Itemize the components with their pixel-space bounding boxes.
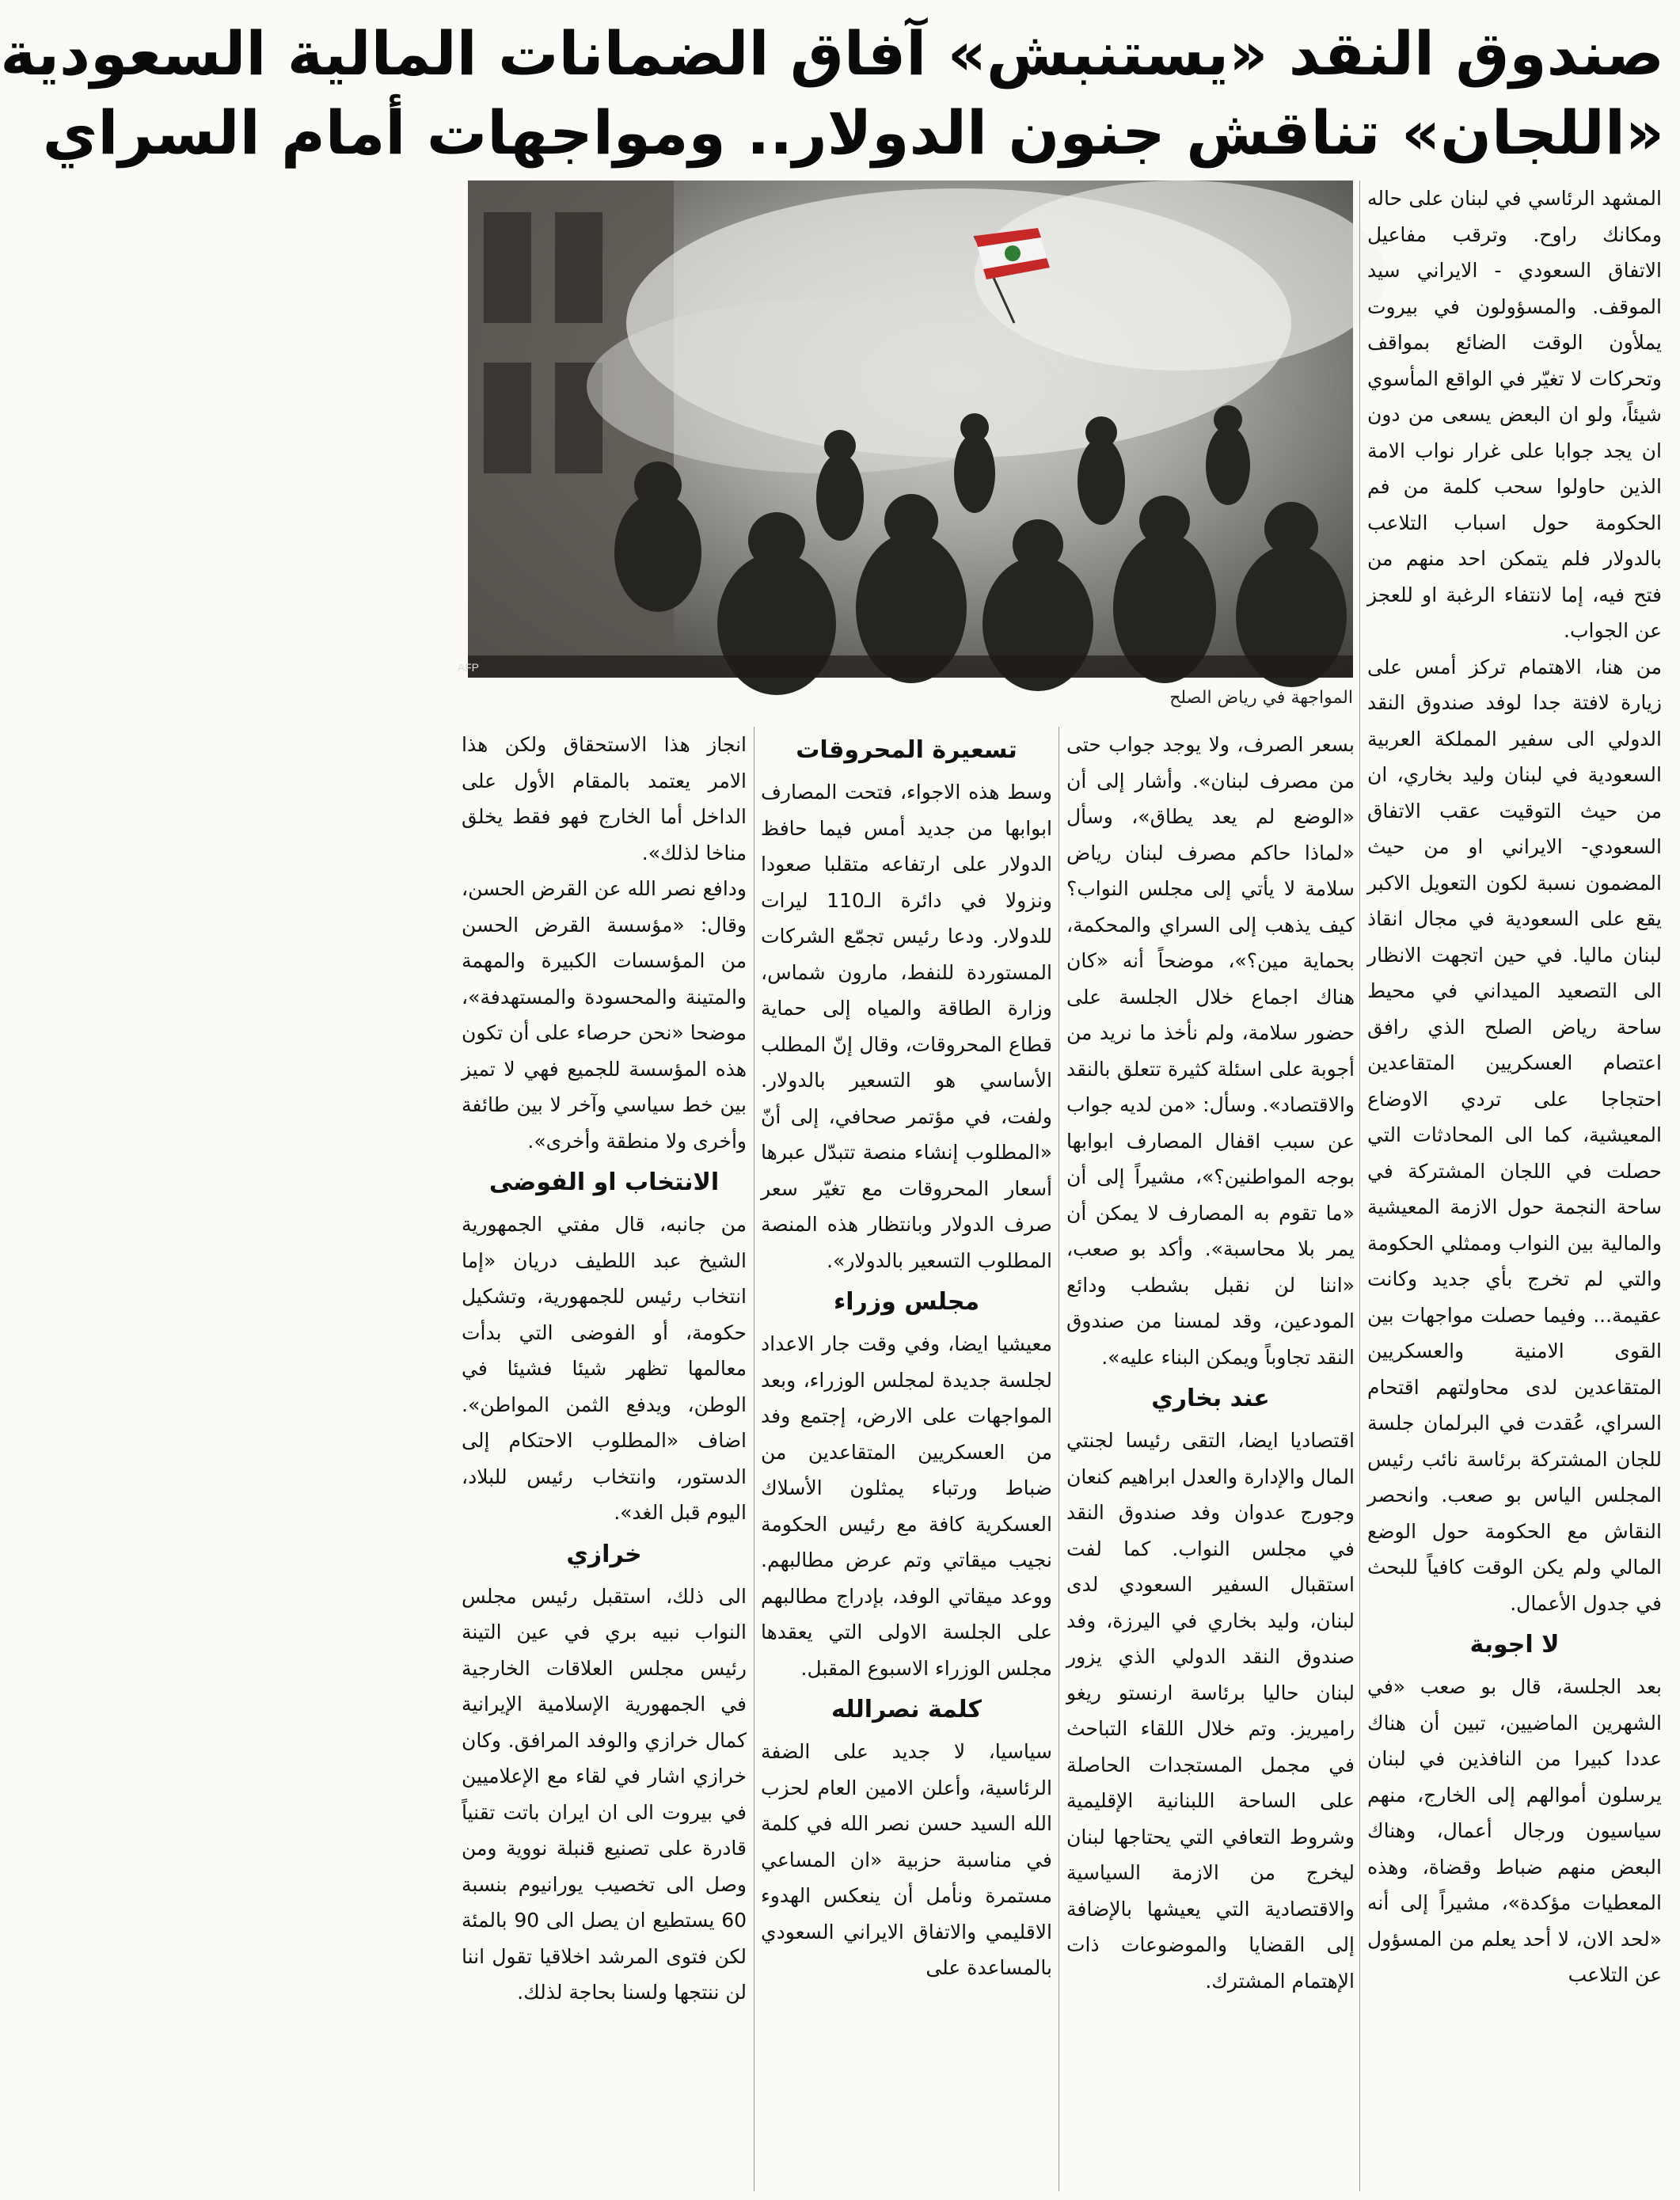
subheading: تسعيرة المحروقات	[796, 736, 1017, 764]
subheading: كلمة نصرالله	[831, 1696, 982, 1723]
paragraph: وسط هذه الاجواء، فتحت المصارف ابوابها من جديد أمس فيما حافظ الدولار على ارتفاعه متقلبا صعودا ونزولا في دائرة الـ110 ليرات للدولار. ودعا رئيس تجمّع الشركات المستوردة للنفط، مارون شماس، وزارة الطاقة والمياه إلى حماية قطاع المحروقات، وقال إنّ المطلب الأساسي هو التسعير بالدولار. ولفت، في مؤتمر صحافي، إلى أنّ «المطلوب إنشاء منصة تتبدّل عبرها أسعار المحروقات مع تغيّر سعر صرف الدولار وبانتظار هذه المنصة المطلوب التسعير بالدولار».	[761, 781, 1052, 1272]
protest-scene-illustration	[457, 180, 1353, 678]
article-column-2	[1066, 727, 1355, 2191]
article-column-4	[462, 727, 747, 2191]
subheading: عند بخاري	[1151, 1385, 1270, 1412]
paragraph: المشهد الرئاسي في لبنان على حاله ومكانك راوح. وترقب مفاعيل الاتفاق السعودي - الايراني سيد الموقف. والمسؤولون في بيروت يملأون الوقت الضائع بمواقف وتحركات لا تغيّر في الواقع المأسوي شيئاً، ولو ان البعض يسعى من دون ان يجد جوابا على غرار نواب الامة الذين حاولوا سحب كلمة من فم الحكومة حول اسباب التلاعب بالدولار فلم يتمكن احد منهم من فتح فيه، إما لانتفاء الرغبة او للعجز عن الجواب.	[1367, 187, 1662, 642]
headline-line-1: صندوق النقد «يستنبش» آفاق الضمانات المالية السعودية	[0, 18, 1664, 89]
paragraph: انجاز هذا الاستحقاق ولكن هذا الامر يعتمد بالمقام الأول على الداخل أما الخارج فهو فقط يخلق مناخا لذلك».	[462, 733, 747, 864]
photo-credit: AFP	[457, 661, 479, 674]
subheading: خرازي	[566, 1540, 642, 1568]
subheading: لا اجوبة	[1469, 1631, 1560, 1659]
subheading: مجلس وزراء	[833, 1288, 980, 1316]
paragraph: ودافع نصر الله عن القرض الحسن، وقال: «مؤسسة القرض الحسن من المؤسسات الكبيرة والمهمة والمتينة والمحسودة والمستهدفة»، موضحا «نحن حرصاء على أن تكون هذه المؤسسة للجميع فهي لا تميز بين خط سياسي وآخر لا بين طائفة وأخرى ولا منطقة وأخرى».	[462, 877, 747, 1153]
paragraph: بعد الجلسة، قال بو صعب «في الشهرين الماضيين، تبين أن هناك عددا كبيرا من النافذين في لبنان يرسلون أموالهم إلى الخارج، منهم سياسيون ورجال أعمال، وهناك البعض منهم ضباط وقضاة، وهذه المعطيات مؤكدة»، مشيراً إلى أنه «لحد الان، لا أحد يعلم من المسؤول عن التلاعب	[1367, 1675, 1662, 1986]
subheading: الانتخاب او الفوضى	[488, 1168, 720, 1196]
paragraph: بسعر الصرف، ولا يوجد جواب حتى من مصرف لبنان». وأشار إلى أن «الوضع لم يعد يطاق»، وسأل «لماذا حاكم مصرف لبنان رياض سلامة لا يأتي إلى مجلس النواب؟ كيف يذهب إلى السراي والمحكمة، بحماية مين؟»، موضحاً أنه «كان هناك اجماع خلال الجلسة على حضور سلامة، ولم نأخذ ما نريد من أجوبة على اسئلة كثيرة تتعلق بالنقد والاقتصاد». وسأل: «من لديه جواب عن سبب اقفال المصارف ابوابها بوجه المواطنين؟»، مشيراً إلى أن «ما تقوم به المصارف لا يمكن أن يمر بلا محاسبة». وأكد بو صعب، «اننا لن نقبل بشطب ودائع المودعين، وقد لمسنا من صندوق النقد تجاوباً ويمكن البناء عليه».	[1066, 733, 1355, 1369]
paragraph: اقتصاديا ايضا، التقى رئيسا لجنتي المال والإدارة والعدل ابراهيم كنعان وجورج عدوان وفد صندوق النقد في مجلس النواب. كما لفت استقبال السفير السعودي لدى لبنان، وليد بخاري في اليرزة، وفد صندوق النقد الدولي الذي يزور لبنان حاليا برئاسة ارنستو ريغو راميريز. وتم خلال اللقاء التباحث في مجمل المستجدات الحاصلة على الساحة اللبنانية الإقليمية وشروط التعافي التي يحتاجها لبنان ليخرج من الازمة السياسية والاقتصادية التي يعيشها بالإضافة إلى القضايا والموضوعات ذات الإهتمام المشترك.	[1066, 1429, 1355, 1993]
paragraph: من هنا، الاهتمام تركز أمس على زيارة لافتة جدا لوفد صندوق النقد الدولي الى سفير المملكة العربية السعودية في لبنان وليد بخاري، ان من حيث التوقيت عقب الاتفاق السعودي- الايراني او من حيث المضمون نسبة لكون التعويل الاكبر يقع على السعودية في مجال انقاذ لبنان ماليا. في حين اتجهت الانظار الى التصعيد الميداني في محيط ساحة رياض الصلح الذي رافق اعتصام العسكريين المتقاعدين احتجاجا على تردي الاوضاع المعيشية، كما الى المحادثات التي حصلت في اللجان المشتركة في ساحة النجمة حول الازمة المعيشية والمالية بين النواب وممثلي الحكومة والتي لم تخرج بأي جديد وكانت عقيمة... وفيما حصلت مواجهات بين القوى الامنية والعسكريين المتقاعدين لدى محاولتهم اقتحام السراي، عُقدت في البرلمان جلسة للجان المشتركة برئاسة نائب رئيس المجلس الياس بو صعب. وانحصر النقاش مع الحكومة حول الوضع المالي ولم يكن الوقت كافياً للبحث في جدول الأعمال.	[1367, 655, 1662, 1615]
protest-photo	[457, 180, 1353, 678]
paragraph: من جانبه، قال مفتي الجمهورية الشيخ عبد اللطيف دريان «إما انتخاب رئيس للجمهورية، وتشكيل حكومة، أو الفوضى التي بدأت معالمها تظهر شيئا فشيئا في الوطن، ويدفع الثمن المواطن». اضاف «المطلوب الاحتكام إلى الدستور، وانتخاب رئيس للبلاد، اليوم قبل الغد».	[462, 1213, 747, 1524]
paragraph: الى ذلك، استقبل رئيس مجلس النواب نبيه بري في عين التينة رئيس مجلس العلاقات الخارجية في الجمهورية الإسلامية الإيرانية كمال خرازي والوفد المرافق. وكان خرازي اشار في لقاء مع الإعلاميين في بيروت الى ان ايران باتت تقنياً قادرة على تصنيع قنبلة نووية ومن وصل الى تخصيب يورانيوم بنسبة 60 يستطيع ان يصل الى 90 بالمئة لكن فتوى المرشد اخلاقيا تقول اننا لن ننتجها ولسنا بحاجة لذلك.	[462, 1584, 747, 2004]
article-column-1	[1367, 180, 1662, 2191]
paragraph: سياسيا، لا جديد على الضفة الرئاسية، وأعلن الامين العام لحزب الله السيد حسن نصر الله في كلمة في مناسبة حزبية «ان المساعي مستمرة ونأمل أن ينعكس الهدوء الاقليمي والاتفاق الايراني السعودي بالمساعدة على	[761, 1740, 1052, 1979]
photo-caption: المواجهة في رياض الصلح	[1169, 688, 1353, 708]
headline-line-2: «اللجان» تناقش جنون الدولار.. ومواجهات أمام السراي	[42, 97, 1664, 168]
article-column-3	[761, 727, 1052, 2191]
paragraph: معيشيا ايضا، وفي وقت جار الاعداد لجلسة جديدة لمجلس الوزراء، وبعد المواجهات على الارض، إجتمع وفد من العسكريين المتقاعدين من ضباط ورتباء يمثلون الأسلاك العسكرية كافة مع رئيس الحكومة نجيب ميقاتي وتم عرض مطالبهم. ووعد ميقاتي الوفد، بإدراج مطالبهم على الجلسة الاولى التي يعقدها مجلس الوزراء الاسبوع المقبل.	[761, 1332, 1052, 1680]
column-divider	[1359, 180, 1360, 2191]
